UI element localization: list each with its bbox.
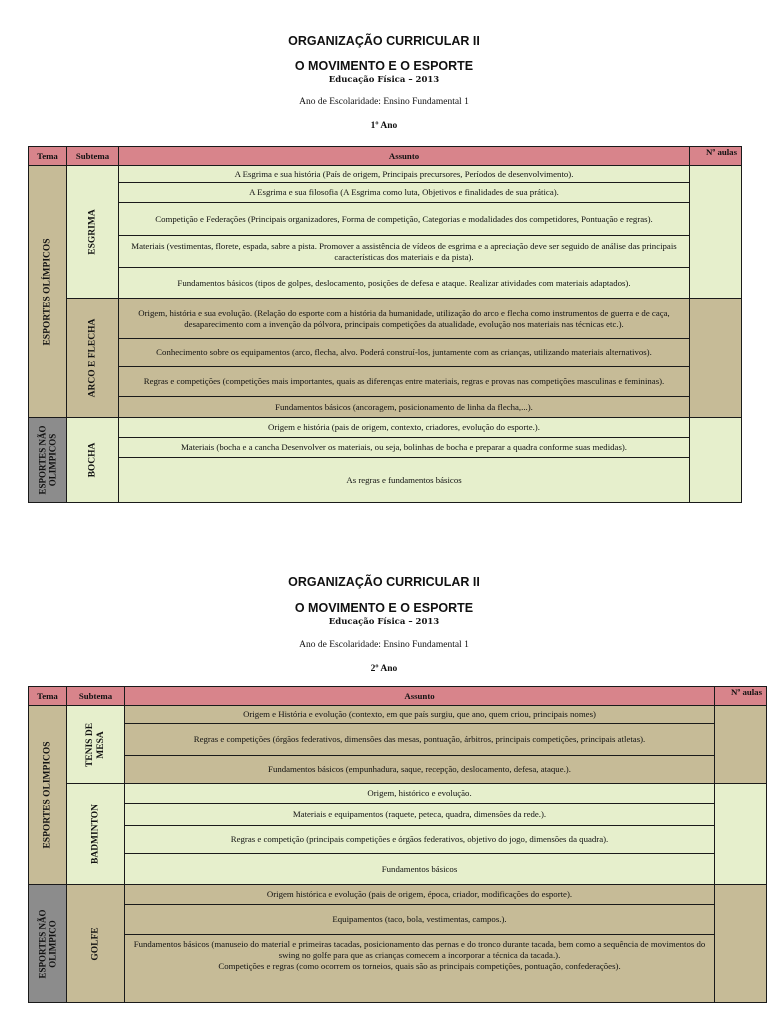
header-tema: Tema (29, 687, 67, 706)
assunto-row: Competição e Federações (Principais organizadores, Forma de competição, Categorias e modalidades dos competidores, Pontuação e regras). (119, 203, 690, 236)
doc-subtitle-1: O MOVIMENTO E O ESPORTE (294, 59, 474, 73)
subtema-label: BADMINTON (90, 804, 101, 864)
header-subtema: Subtema (67, 147, 119, 166)
school-level-1: Ano de Escolaridade: Ensino Fundamental 1 (299, 97, 469, 107)
discipline-2: Educação Física – 2013 (328, 617, 440, 627)
tema-label: ESPORTES OLIMPICOS (42, 741, 53, 849)
aulas-cell (715, 706, 767, 784)
school-year-2: 2º Ano (370, 664, 398, 674)
assunto-row: Materiais (vestimentas, florete, espada, sabre a pista. Promover a assistência de vídeos de esgrima e a apreciação deve ser seguido de análise das principais características dos materiais e da pista). (119, 236, 690, 268)
header-subtema: Subtema (67, 687, 125, 706)
assunto-line: Fundamentos básicos (manuseio do material e primeiras tacadas, posicionamento das pernas e do tronco durante tacada, bem como a sequência de movimentos do swing no golfe para que as crianças comecem a incorporar a técnica da tacada.). (133, 939, 706, 960)
assunto-row: Materiais e equipamentos (raquete, peteca, quadra, dimensões da rede.). (125, 804, 715, 826)
assunto-row: Materiais (bocha e a cancha Desenvolver os materiais, ou seja, bolinhas de bocha e preparar a quadra conforme suas medidas). (119, 438, 690, 458)
tema-cell-nao-olimpicos (29, 418, 67, 503)
subtema-label: TENIS DE MESA (84, 722, 106, 767)
assunto-row: Origem e História e evolução (contexto, em que país surgiu, que ano, quem criou, principais nomes) (125, 706, 715, 724)
discipline-1: Educação Física – 2013 (328, 75, 440, 85)
assunto-row: Fundamentos básicos (tipos de golpes, deslocamento, posições de defesa e ataque. Realizar atividades com materiais adaptados). (119, 268, 690, 299)
tema-cell-olimpicos (29, 166, 67, 418)
subtema-cell-golfe (67, 885, 125, 1003)
header-aulas: Nº aulas (690, 147, 742, 166)
assunto-row-multi (125, 935, 715, 1003)
assunto-row: Origem, história e sua evolução. (Relação do esporte com a história da humanidade, utilização do arco e flecha como instrumentos de guerra e de caça, desaparecimento com a invenção da pólvora, principais competições da atualidade, evolução nos materiais nas técnicas etc.). (119, 299, 690, 339)
assunto-row: A Esgrima e sua história (País de origem, Principais precursores, Períodos de desenvolvimento). (119, 166, 690, 183)
subtema-label: ARCO E FLECHA (87, 318, 98, 398)
curriculum-table-1 (28, 146, 742, 503)
assunto-row: Equipamentos (taco, bola, vestimentas, campos.). (125, 905, 715, 935)
header-tema: Tema (29, 147, 67, 166)
assunto-line: Competições e regras (como ocorrem os torneios, quais são as principais competições, pontuação, confederações). (218, 960, 621, 971)
aulas-cell (690, 166, 742, 299)
subtema-label: BOCHA (87, 442, 98, 478)
aulas-cell (690, 418, 742, 503)
assunto-row: Regras e competições (competições mais importantes, quais as diferenças entre materiais, regras e provas nas competições masculinas e femininas). (119, 367, 690, 397)
assunto-row: Fundamentos básicos (empunhadura, saque, recepção, deslocamento, defesa, ataque.). (125, 756, 715, 784)
header-assunto: Assunto (119, 147, 690, 166)
assunto-row: Origem, histórico e evolução. (125, 784, 715, 804)
doc-title-2: ORGANIZAÇÃO CURRICULAR II (288, 575, 480, 589)
assunto-row: Regras e competição (principais competições e órgãos federativos, objetivo do jogo, dimensões da quadra). (125, 826, 715, 854)
assunto-row: As regras e fundamentos básicos (119, 458, 690, 503)
tema-label: ESPORTES OLÍMPICOS (42, 237, 53, 346)
subtema-cell-tenis (67, 706, 125, 784)
subtema-cell-badminton (67, 784, 125, 885)
assunto-row: A Esgrima e sua filosofia (A Esgrima como luta, Objetivos e finalidades de sua prática). (119, 183, 690, 203)
school-year-1: 1º Ano (370, 121, 398, 131)
header-aulas: Nº aulas (715, 687, 767, 706)
tema-cell-olimpicos (29, 706, 67, 885)
assunto-row: Origem histórica e evolução (pais de origem, época, criador, modificações do esporte). (125, 885, 715, 905)
curriculum-table-2 (28, 686, 767, 1003)
doc-subtitle-2: O MOVIMENTO E O ESPORTE (294, 601, 474, 615)
assunto-row: Conhecimento sobre os equipamentos (arco, flecha, alvo. Poderá construí-los, juntamente com as crianças, utilizando materiais alternativos). (119, 339, 690, 367)
aulas-cell (690, 299, 742, 418)
tema-label: ESPORTES NÃO OLIMPICO (37, 909, 58, 978)
assunto-row: Fundamentos básicos (ancoragem, posicionamento de linha da flecha,...). (119, 397, 690, 418)
subtema-label: GOLFE (90, 926, 101, 961)
doc-title-1: ORGANIZAÇÃO CURRICULAR II (288, 34, 480, 48)
assunto-row: Origem e história (pais de origem, contexto, criadores, evolução do esporte.). (119, 418, 690, 438)
tema-cell-nao-olimpico (29, 885, 67, 1003)
assunto-row: Regras e competições (órgãos federativos, dimensões das mesas, pontuação, árbitros, principais competições, principais atletas). (125, 724, 715, 756)
subtema-cell-arco (67, 299, 119, 418)
subtema-cell-esgrima (67, 166, 119, 299)
subtema-cell-bocha (67, 418, 119, 503)
subtema-label: ESGRIMA (87, 209, 98, 255)
school-level-2: Ano de Escolaridade: Ensino Fundamental 1 (299, 640, 469, 650)
aulas-cell (715, 885, 767, 1003)
header-assunto: Assunto (125, 687, 715, 706)
tema-label: ESPORTES NÃO OLIMPICOS (37, 425, 58, 495)
aulas-cell (715, 784, 767, 885)
assunto-row: Fundamentos básicos (125, 854, 715, 885)
